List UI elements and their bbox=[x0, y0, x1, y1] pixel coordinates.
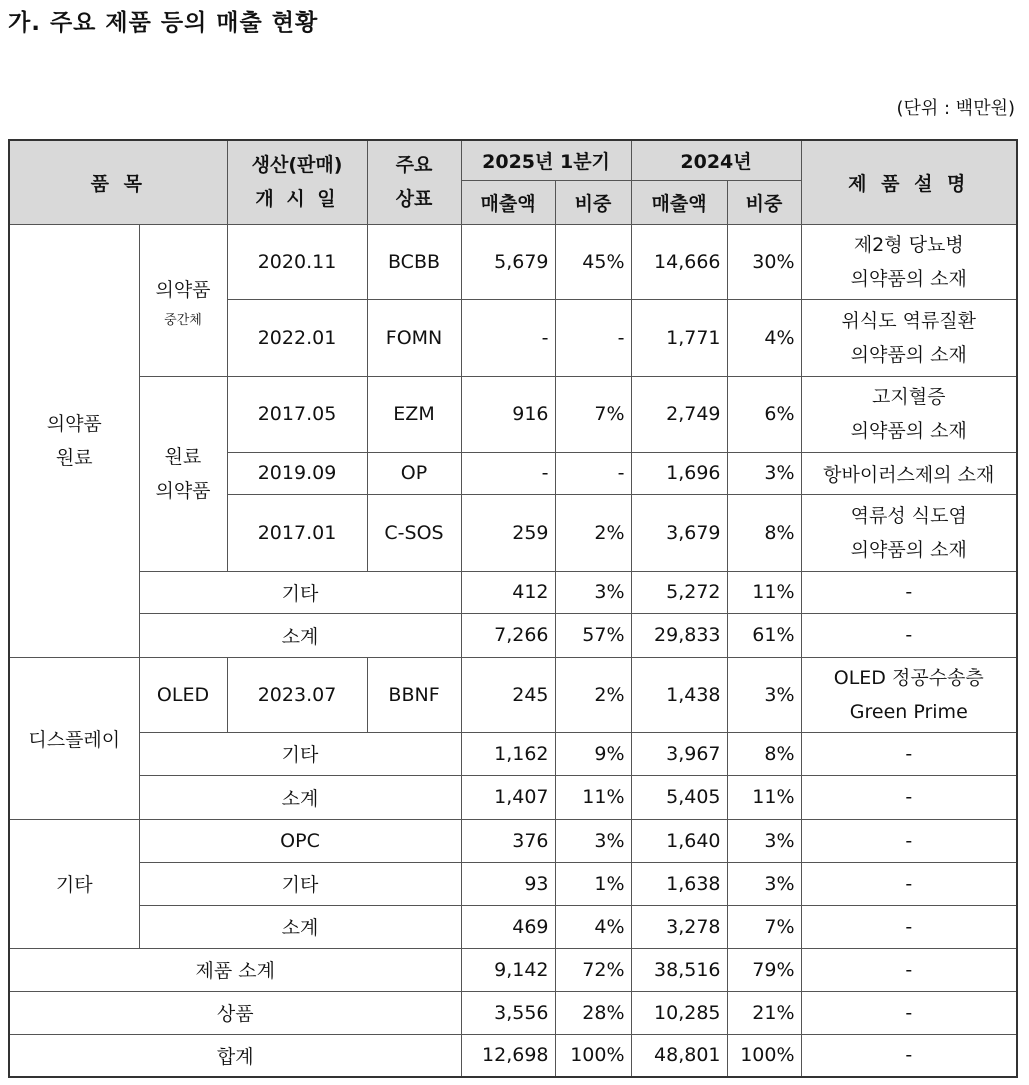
table-row: 2019.09 OP - - 1,696 3% 항바이러스제의 소재 bbox=[9, 452, 1017, 494]
header-sales-2024: 매출액 bbox=[631, 180, 727, 224]
table-row: 소계 7,266 57% 29,833 61% - bbox=[9, 613, 1017, 657]
table-row: 소계 469 4% 3,278 7% - bbox=[9, 905, 1017, 948]
header-period-2025q1: 2025년 1분기 bbox=[461, 140, 631, 180]
category-pharma-raw: 의약품 원료 bbox=[9, 224, 139, 657]
header-launch: 생산(판매) 개 시 일 bbox=[227, 140, 367, 224]
category-other: 기타 bbox=[9, 819, 139, 948]
table-row: 소계 1,407 11% 5,405 11% - bbox=[9, 775, 1017, 819]
header-sales-2025: 매출액 bbox=[461, 180, 555, 224]
table-row: 2017.01 C-SOS 259 2% 3,679 8% 역류성 식도염 의약품의 소재 bbox=[9, 494, 1017, 571]
table-row: 기타 93 1% 1,638 3% - bbox=[9, 862, 1017, 905]
header-ratio-2025: 비중 bbox=[555, 180, 631, 224]
header-period-2024: 2024년 bbox=[631, 140, 801, 180]
sales-table bbox=[8, 139, 1018, 1078]
product-description: 고지혈증 의약품의 소재 bbox=[801, 376, 1017, 452]
product-description: 항바이러스제의 소재 bbox=[801, 452, 1017, 494]
header-brand: 주요 상표 bbox=[367, 140, 461, 224]
table-row: 기타 1,162 9% 3,967 8% - bbox=[9, 732, 1017, 775]
subcategory-intermediate: 의약품 중간체 bbox=[139, 224, 227, 376]
table-row: 원료 의약품 2017.05 EZM 916 7% 2,749 6% 고지혈증 의약품의 소재 bbox=[9, 376, 1017, 452]
category-display: 디스플레이 bbox=[9, 657, 139, 819]
subcategory-raw-pharma: 원료 의약품 bbox=[139, 376, 227, 571]
unit-label: (단위 : 백만원) bbox=[896, 98, 1015, 119]
table-row: 2022.01 FOMN - - 1,771 4% 위식도 역류질환 의약품의 소재 bbox=[9, 299, 1017, 376]
header-description: 제 품 설 명 bbox=[801, 140, 1017, 224]
table-row: 의약품 원료 의약품 중간체 2020.11 BCBB 5,679 45% 14,666 30% 제2형 당뇨병 의약품의 소재 bbox=[9, 224, 1017, 299]
header-ratio-2024: 비중 bbox=[727, 180, 801, 224]
table-row-total: 합계 12,698 100% 48,801 100% - bbox=[9, 1034, 1017, 1077]
table-row: 기타 412 3% 5,272 11% - bbox=[9, 571, 1017, 613]
product-description: 역류성 식도염 의약품의 소재 bbox=[801, 494, 1017, 571]
product-description: 위식도 역류질환 의약품의 소재 bbox=[801, 299, 1017, 376]
product-description: OLED 정공수송층 Green Prime bbox=[801, 657, 1017, 732]
table-row: 제품 소계 9,142 72% 38,516 79% - bbox=[9, 948, 1017, 991]
table-row: 디스플레이 OLED 2023.07 BBNF 245 2% 1,438 3% OLED 정공수송층 Green Prime bbox=[9, 657, 1017, 732]
header-item: 품 목 bbox=[9, 140, 227, 224]
section-title: 가. 주요 제품 등의 매출 현황 bbox=[8, 10, 319, 36]
table-row: 기타 OPC 376 3% 1,640 3% - bbox=[9, 819, 1017, 862]
product-description: 제2형 당뇨병 의약품의 소재 bbox=[801, 224, 1017, 299]
table-row: 상품 3,556 28% 10,285 21% - bbox=[9, 991, 1017, 1034]
